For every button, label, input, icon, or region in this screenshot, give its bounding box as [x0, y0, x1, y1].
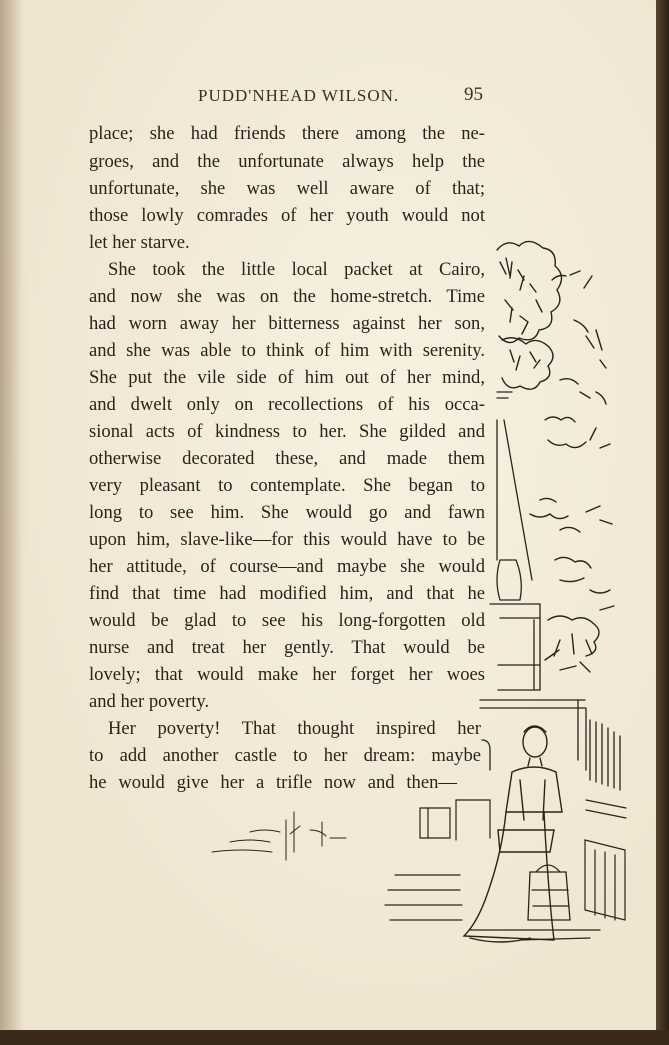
text-line: her attitude, of course—and maybe she would: [89, 556, 485, 577]
text-line: She took the little local packet at Cairo,: [108, 259, 485, 280]
text-line: sional acts of kindness to her. She gilded and: [89, 421, 485, 442]
text-line: would be glad to see his long-forgotten old: [89, 610, 485, 631]
tree-foliage-sketch: [497, 241, 614, 672]
text-line: unfortunate, she was well aware of that;: [89, 178, 485, 199]
text-line: he would give her a trifle now and then—: [89, 772, 457, 793]
text-line: had worn away her bitterness against her son,: [89, 313, 485, 334]
text-line: those lowly comrades of her youth would not: [89, 205, 485, 226]
seated-woman-figure: [464, 726, 562, 942]
text-line: and she was able to think of him with serenity.: [89, 340, 485, 361]
mast-and-rigging: [490, 392, 540, 690]
book-edge-bottom: [0, 1030, 669, 1045]
text-line: to add another castle to her dream: maybe: [89, 745, 481, 766]
text-line: and her poverty.: [89, 691, 210, 712]
text-line: and dwelt only on recollections of his occa-: [89, 394, 485, 415]
text-line: and now she was on the home-stretch. Time: [89, 286, 485, 307]
book-edge-right: [656, 0, 669, 1045]
text-line: lovely; that would make her forget her woes: [89, 664, 485, 685]
running-title: PUDD'NHEAD WILSON.: [198, 86, 400, 105]
deck-boards: [385, 800, 600, 940]
text-line: upon him, slave-like—for this would have to be: [89, 529, 485, 550]
text-line: groes, and the unfortunate always help the: [89, 151, 485, 172]
text-line: find that time had modified him, and that he: [89, 583, 485, 604]
text-line: She put the vile side of him out of her mind,: [89, 367, 485, 388]
text-line: nurse and treat her gently. That would be: [89, 637, 485, 658]
text-line: let her starve.: [89, 232, 190, 253]
text-line: otherwise decorated these, and made them: [89, 448, 485, 469]
distant-boat-sketch: [212, 812, 346, 860]
text-line: Her poverty! That thought inspired her: [108, 718, 481, 739]
text-line: long to see him. She would go and fawn: [89, 502, 485, 523]
text-line: place; she had friends there among the ne-: [89, 123, 485, 144]
page-number: 95: [464, 84, 483, 105]
deck-canopy: [480, 700, 620, 790]
deck-railing: [585, 800, 626, 920]
text-line: very pleasant to contemplate. She began to: [89, 475, 485, 496]
